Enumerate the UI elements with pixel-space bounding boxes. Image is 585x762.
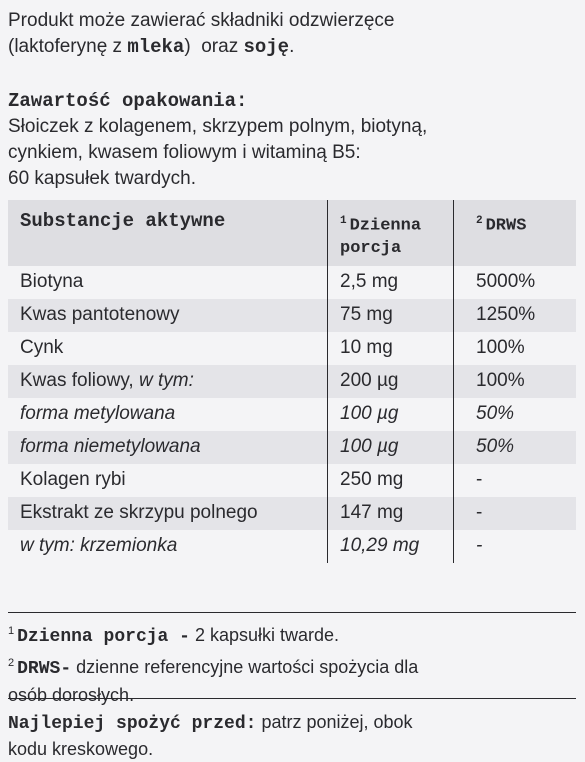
allergen-text-pre: (laktoferynę z [8, 36, 128, 57]
row-amount: 250 mg [328, 464, 454, 497]
footnotes [8, 618, 418, 708]
table-row [8, 431, 576, 464]
row-name: Kolagen rybi [20, 469, 126, 491]
header-drws-label: DRWS [485, 216, 527, 236]
row-name: forma metylowana [20, 403, 176, 425]
footnote-2-continued: osób dorosłych. [8, 685, 135, 705]
best-before-label: Najlepiej spożyć przed: [8, 714, 257, 734]
footnote-2-mark: 2 [8, 657, 15, 669]
allergen-line-1: Produkt może zawierać składniki odzwierzęce [8, 10, 395, 31]
table-row [8, 497, 576, 530]
footnote-1-label: Dzienna porcja - [17, 627, 190, 647]
package-contents-line-1: Słoiczek z kolagenem, skrzypem polnym, biotyną, [8, 116, 428, 137]
table-header-row [8, 200, 576, 266]
table-row [8, 530, 576, 563]
header-daily-footnote-mark: 1 [340, 215, 347, 227]
allergen-text-mid: ) oraz [184, 36, 244, 57]
header-daily-label: Dzienna porcja [340, 216, 422, 258]
row-drws: 50% [454, 431, 577, 464]
row-drws: - [454, 530, 577, 563]
table-row [8, 398, 576, 431]
allergen-soy: soję [243, 36, 290, 58]
row-drws: - [454, 464, 577, 497]
divider [8, 612, 576, 613]
header-substance: Substancje aktywne [8, 200, 328, 266]
footnote-2-text: dzienne referencyjne wartości spożycia dla [71, 657, 419, 677]
row-amount: 200 µg [328, 365, 454, 398]
table-row [8, 464, 576, 497]
table-row [8, 299, 576, 332]
row-name: w tym: krzemionka [20, 535, 178, 557]
row-amount: 10 mg [328, 332, 454, 365]
divider [8, 698, 576, 699]
row-amount: 2,5 mg [328, 266, 454, 299]
row-amount: 75 mg [328, 299, 454, 332]
table-row [8, 266, 576, 299]
allergen-milk: mleka [127, 36, 185, 58]
row-drws: 1250% [454, 299, 577, 332]
row-name-italic: w tym: [138, 370, 194, 392]
table-row [8, 365, 576, 398]
footnote-2-label: DRWS- [17, 659, 72, 679]
footnote-1-mark: 1 [8, 625, 15, 637]
row-drws: 50% [454, 398, 577, 431]
best-before [8, 710, 413, 762]
row-name-plain: Kwas foliowy, [20, 370, 139, 392]
row-name: forma niemetylowana [8, 431, 328, 464]
package-contents-line-2: cynkiem, kwasem foliowym i witaminą B5: [8, 142, 361, 163]
header-daily-portion [328, 200, 454, 266]
header-drws [454, 200, 577, 266]
best-before-text: patrz poniżej, obok [256, 712, 413, 732]
row-name: Biotyna [20, 271, 84, 293]
row-drws: - [454, 497, 577, 530]
footnote-1 [8, 618, 418, 650]
row-drws: 5000% [454, 266, 577, 299]
active-substances-table [8, 200, 576, 563]
footnote-2 [8, 650, 418, 682]
best-before-line-2: kodu kreskowego. [8, 739, 154, 759]
row-amount: 10,29 mg [328, 530, 454, 563]
package-contents-line-3: 60 kapsułek twardych. [8, 168, 196, 189]
row-name: Kwas pantotenowy [8, 299, 328, 332]
header-drws-footnote-mark: 2 [476, 215, 483, 227]
row-name: Cynk [20, 337, 64, 359]
row-drws: 100% [454, 365, 577, 398]
allergen-notice [8, 8, 395, 60]
row-amount: 147 mg [328, 497, 454, 530]
row-amount: 100 µg [328, 398, 454, 431]
footnote-1-text: 2 kapsułki twarde. [189, 625, 340, 645]
best-before-line-1 [8, 710, 413, 737]
table-row [8, 332, 576, 365]
allergen-text-end: . [289, 36, 295, 57]
allergen-line-2 [8, 34, 395, 60]
row-drws: 100% [454, 332, 577, 365]
package-contents [8, 88, 427, 192]
package-contents-heading: Zawartość opakowania: [8, 90, 248, 112]
row-amount: 100 µg [328, 431, 454, 464]
row-name: Ekstrakt ze skrzypu polnego [8, 497, 328, 530]
row-name [8, 365, 328, 398]
